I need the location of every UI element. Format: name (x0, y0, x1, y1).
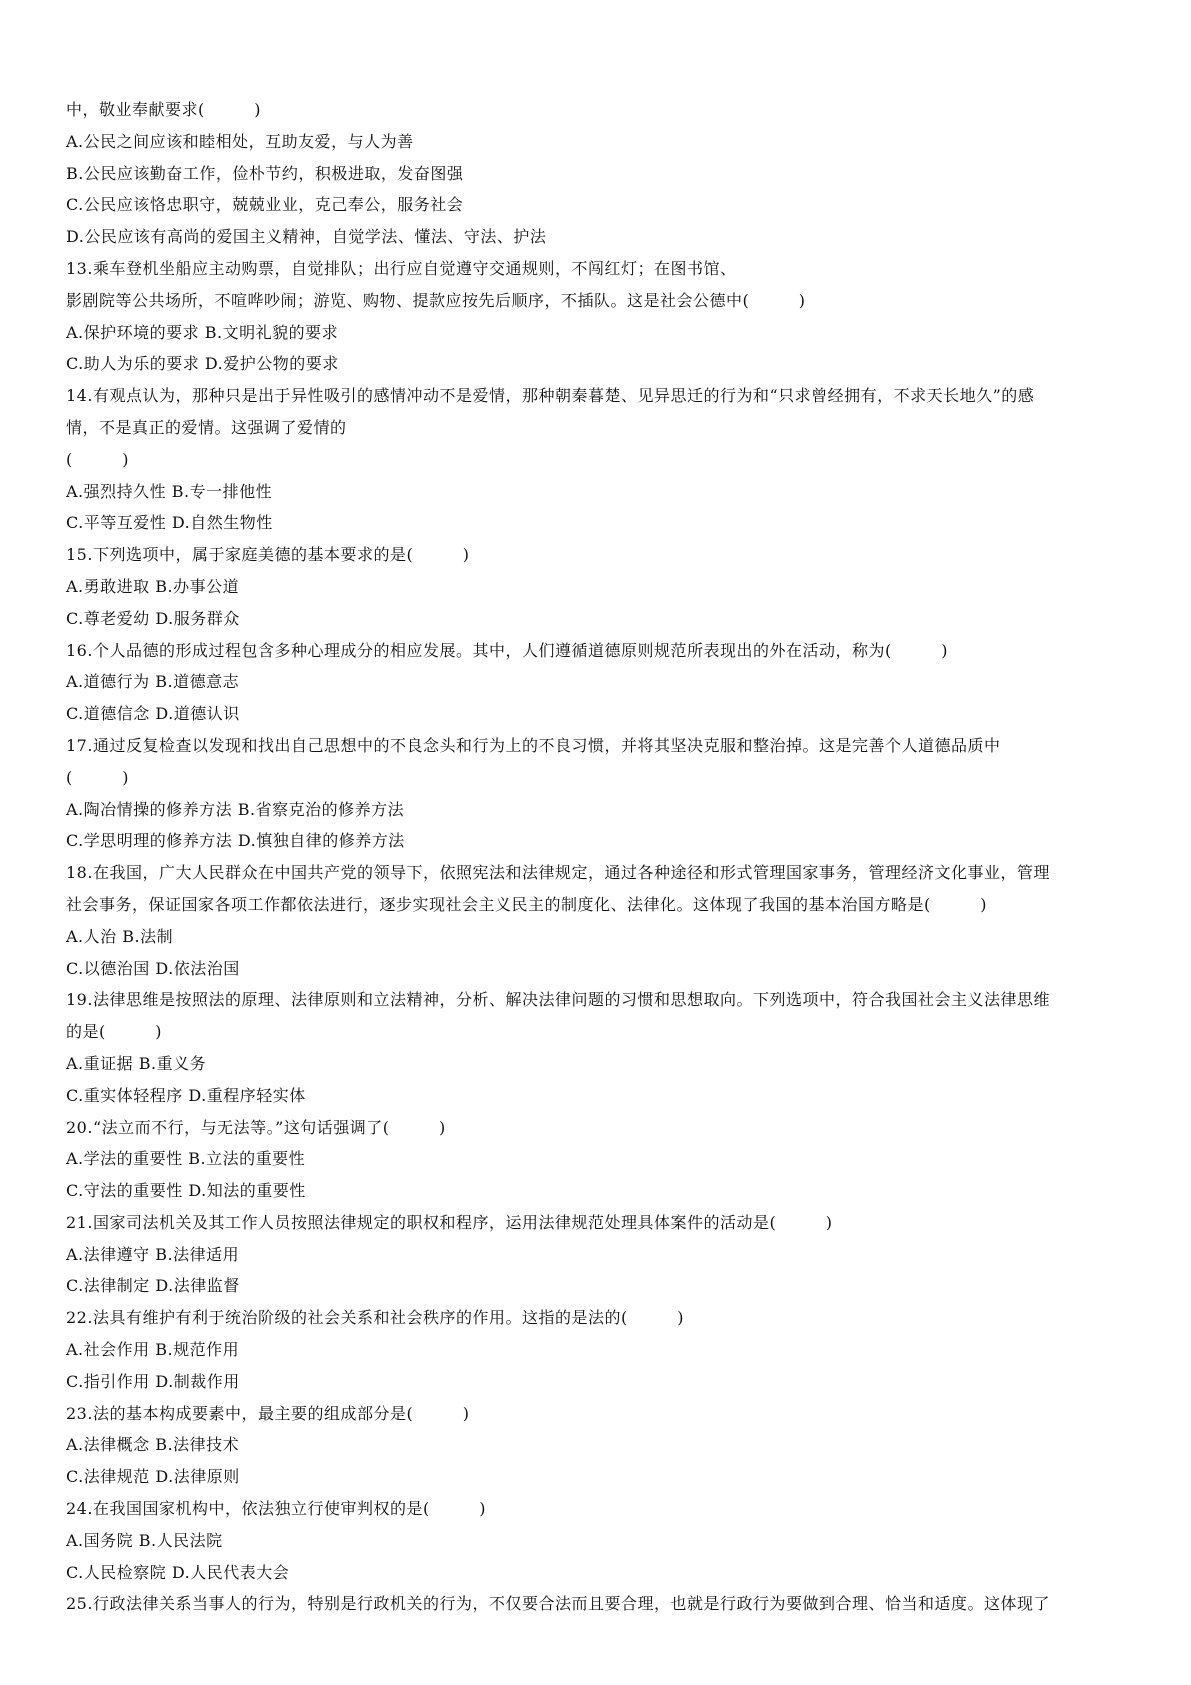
option-line: C.法律制定 D.法律监督 (66, 1276, 240, 1296)
option-line: D.公民应该有高尚的爱国主义精神，自觉学法、懂法、守法、护法 (66, 227, 547, 247)
option-line: C.平等互爱性 D.自然生物性 (66, 513, 273, 533)
option-line: C.以德治国 D.依法治国 (66, 958, 240, 978)
question-21: 21.国家司法机关及其工作人员按照法律规定的职权和程序，运用法律规范处理具体案件的活动是( ) (66, 1212, 833, 1232)
option-line: C.道德信念 D.道德认识 (66, 704, 240, 724)
option-line: A.法律概念 B.法律技术 (66, 1435, 240, 1455)
question-19: 19.法律思维是按照法的原理、法律原则和立法精神，分析、解决法律问题的习惯和思想取向。下列选项中，符合我国社会主义法律思维 (66, 990, 1050, 1010)
option-line: A.人治 B.法制 (66, 926, 174, 946)
option-line: A.学法的重要性 B.立法的重要性 (66, 1149, 306, 1169)
option-line: A.法律遵守 B.法律适用 (66, 1244, 240, 1264)
question-16: 16.个人品德的形成过程包含多种心理成分的相应发展。其中，人们遵循道德原则规范所表现出的外在活动，称为( ) (66, 640, 948, 660)
answer-blank: ( ) (66, 449, 129, 469)
question-13: 13.乘车登机坐船应主动购票，自觉排队；出行应自觉遵守交通规则，不闯红灯；在图书馆、 (66, 258, 737, 278)
option-line: C.法律规范 D.法律原则 (66, 1467, 240, 1487)
question-17: 17.通过反复检查以发现和找出自己思想中的不良念头和行为上的不良习惯，并将其坚决克服和整治掉。这是完善个人道德品质中 (66, 735, 1001, 755)
question-14-cont: 情，不是真正的爱情。这强调了爱情的 (66, 417, 347, 437)
option-line: A.道德行为 B.道德意志 (66, 672, 240, 692)
document-body (66, 94, 1126, 1620)
text-line: 中，敬业奉献要求( ) (66, 100, 261, 119)
option-line: C.人民检察院 D.人民代表大会 (66, 1562, 290, 1582)
question-13-cont: 影剧院等公共场所，不喧哗吵闹；游览、购物、提款应按先后顺序，不插队。这是社会公德中( ) (66, 290, 806, 310)
question-18-cont: 社会事务，保证国家各项工作都依法进行，逐步实现社会主义民主的制度化、法律化。这体现了我国的基本治国方略是( ) (66, 894, 987, 914)
question-23: 23.法的基本构成要素中，最主要的组成部分是( ) (66, 1403, 470, 1423)
option-line: A.陶冶情操的修养方法 B.省察克治的修养方法 (66, 799, 405, 819)
option-line: A.国务院 B.人民法院 (66, 1530, 223, 1550)
option-line: A.保护环境的要求 B.文明礼貌的要求 (66, 322, 339, 342)
option-line: A.勇敢进取 B.办事公道 (66, 576, 240, 596)
option-line: A.社会作用 B.规范作用 (66, 1340, 240, 1360)
option-line: B.公民应该勤奋工作，俭朴节约，积极进取，发奋图强 (66, 163, 464, 183)
option-line: C.学思明理的修养方法 D.慎独自律的修养方法 (66, 831, 405, 851)
question-15: 15.下列选项中，属于家庭美德的基本要求的是( ) (66, 545, 470, 565)
option-line: C.尊老爱幼 D.服务群众 (66, 608, 240, 628)
option-line: A.重证据 B.重义务 (66, 1053, 207, 1073)
question-22: 22.法具有维护有利于统治阶级的社会关系和社会秩序的作用。这指的是法的( ) (66, 1308, 684, 1328)
option-line: A.强烈持久性 B.专一排他性 (66, 481, 273, 501)
question-24: 24.在我国国家机构中，依法独立行使审判权的是( ) (66, 1499, 486, 1519)
option-line: C.重实体轻程序 D.重程序轻实体 (66, 1085, 306, 1105)
question-14: 14.有观点认为，那种只是出于异性吸引的感情冲动不是爱情，那种朝秦暮楚、见异思迁的行为和“只求曾经拥有，不求天长地久”的感 (66, 386, 1035, 406)
option-line: C.公民应该恪忠职守，兢兢业业，克己奉公，服务社会 (66, 195, 464, 215)
answer-blank: ( ) (66, 767, 129, 787)
question-19-cont: 的是( ) (66, 1022, 162, 1042)
option-line: A.公民之间应该和睦相处，互助友爱，与人为善 (66, 131, 414, 151)
question-18: 18.在我国，广大人民群众在中国共产党的领导下，依照宪法和法律规定，通过各种途径和形式管理国家事务，管理经济文化事业，管理 (66, 863, 1050, 883)
option-line: C.助人为乐的要求 D.爱护公物的要求 (66, 354, 339, 374)
question-20: 20.“法立而不行，与无法等。”这句话强调了( ) (66, 1117, 446, 1137)
option-line: C.指引作用 D.制裁作用 (66, 1371, 240, 1391)
question-25: 25.行政法律关系当事人的行为，特别是行政机关的行为，不仅要合法而且要合理，也就是行政行为要做到合理、恰当和适度。这体现了 (66, 1594, 1050, 1614)
option-line: C.守法的重要性 D.知法的重要性 (66, 1181, 306, 1201)
